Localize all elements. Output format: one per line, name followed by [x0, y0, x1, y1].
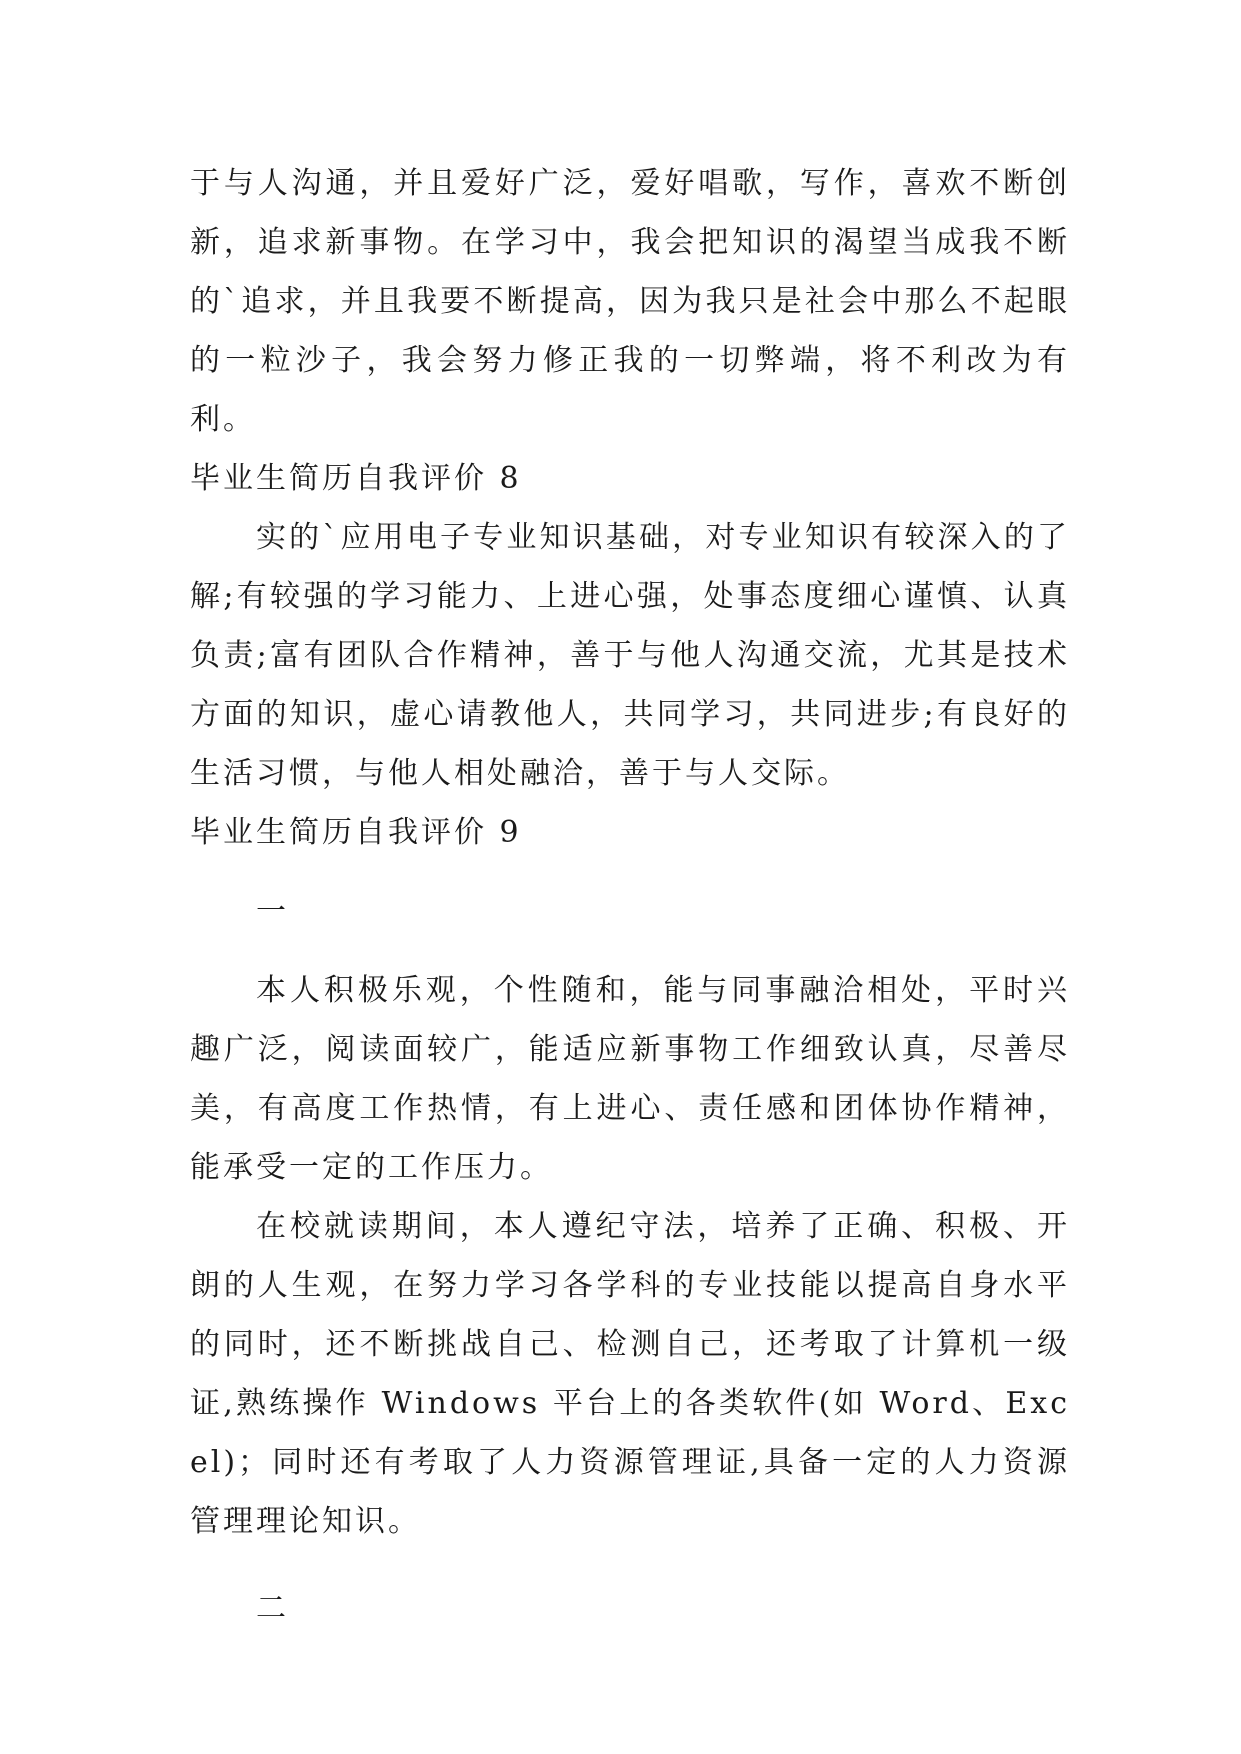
section-heading-8: 毕业生简历自我评价 8	[190, 461, 522, 496]
document-body	[190, 154, 1070, 1638]
subsection-number-1: 一	[256, 894, 289, 929]
paragraph-school-period: 在校就读期间，本人遵纪守法，培养了正确、积极、开朗的人生观，在努力学习各学科的专业技能以提高自身水平的同时，还不断挑战自己、检测自己，还考取了计算机一级证,熟练操作 Windows 平台上的各类软件(如 Word、Excel)；同时还有考取了人力资源管理证,具备一定的人力资源管理理论知识。	[190, 1209, 1070, 1539]
paragraph-personality: 本人积极乐观，个性随和，能与同事融洽相处，平时兴趣广泛，阅读面较广，能适应新事物工作细致认真，尽善尽美，有高度工作热情，有上进心、责任感和团体协作精神，能承受一定的工作压力。	[190, 973, 1070, 1185]
paragraph-evaluation-8: 实的`应用电子专业知识基础，对专业知识有较深入的了解;有较强的学习能力、上进心强，处事态度细心谨慎、认真负责;富有团队合作精神，善于与他人沟通交流，尤其是技术方面的知识，虚心请教他人，共同学习，共同进步;有良好的生活习惯，与他人相处融洽，善于与人交际。	[190, 520, 1070, 791]
paragraph-continuation: 于与人沟通，并且爱好广泛，爱好唱歌，写作，喜欢不断创新，追求新事物。在学习中，我会把知识的渴望当成我不断的`追求，并且我要不断提高，因为我只是社会中那么不起眼的一粒沙子，我会努力修正我的一切弊端，将不利改为有利。	[190, 166, 1070, 437]
section-heading-9: 毕业生简历自我评价 9	[190, 815, 522, 850]
subsection-number-2: 二	[256, 1591, 289, 1626]
